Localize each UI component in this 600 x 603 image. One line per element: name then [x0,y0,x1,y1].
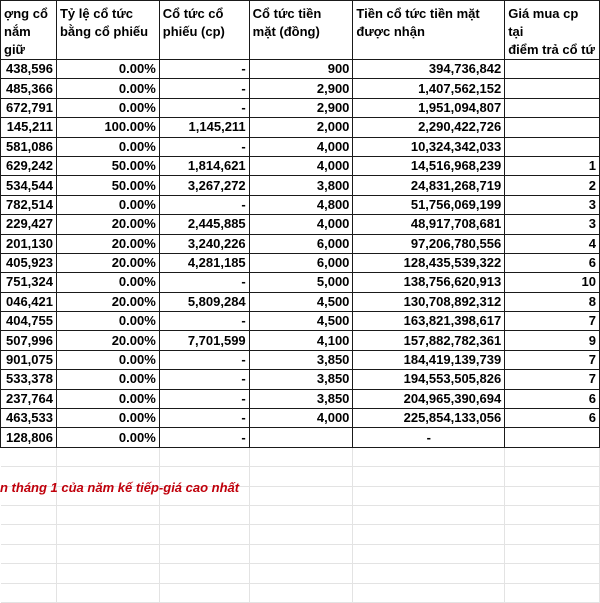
cell-shares-held[interactable]: 485,366 [1,79,57,98]
empty-cell[interactable] [505,505,600,524]
cell-cash-received[interactable]: 163,821,398,617 [353,312,505,331]
empty-cell[interactable] [249,564,353,583]
cell-shares-held[interactable]: 533,378 [1,370,57,389]
cell-stock-dividend-rate[interactable]: 0.00% [56,273,159,292]
empty-cell[interactable] [1,447,57,466]
cell-shares-held[interactable]: 405,923 [1,253,57,272]
cell-cash-received[interactable]: 138,756,620,913 [353,273,505,292]
empty-cell[interactable] [353,525,505,544]
empty-cell[interactable] [505,486,600,505]
table-row [1,234,600,253]
cell-stock-dividend-rate[interactable]: 100.00% [56,118,159,137]
cell-stock-dividend-rate[interactable]: 0.00% [56,350,159,369]
cell-cash-dividend[interactable]: 2,900 [249,98,353,117]
cell-shares-held[interactable]: 534,544 [1,176,57,195]
table-row [1,273,600,292]
cell-cash-received[interactable]: 130,708,892,312 [353,292,505,311]
cell-purchase-price[interactable]: 7 [505,312,600,331]
cell-cash-dividend[interactable] [249,428,353,447]
cell-purchase-price[interactable]: 7 [505,370,600,389]
empty-cell[interactable] [505,564,600,583]
cell-shares-held[interactable]: 229,427 [1,215,57,234]
cell-purchase-price[interactable]: 6 [505,409,600,428]
cell-cash-dividend[interactable]: 3,850 [249,350,353,369]
table-row [1,195,600,214]
cell-stock-dividend-shares[interactable]: - [159,370,249,389]
cell-shares-held[interactable]: 404,755 [1,312,57,331]
empty-cell[interactable] [249,525,353,544]
cell-stock-dividend-shares[interactable]: - [159,350,249,369]
cell-purchase-price[interactable] [505,118,600,137]
empty-cell[interactable] [353,486,505,505]
cell-shares-held[interactable]: 145,211 [1,118,57,137]
cell-cash-received[interactable]: - [353,428,505,447]
cell-cash-received[interactable]: 204,965,390,694 [353,389,505,408]
cell-purchase-price[interactable]: 3 [505,215,600,234]
cell-stock-dividend-rate[interactable]: 0.00% [56,98,159,117]
empty-cell[interactable] [56,564,159,583]
cell-stock-dividend-rate[interactable]: 0.00% [56,79,159,98]
cell-cash-received[interactable]: 2,290,422,726 [353,118,505,137]
cell-cash-dividend[interactable]: 4,000 [249,215,353,234]
cell-cash-dividend[interactable]: 4,800 [249,195,353,214]
empty-cell[interactable] [505,544,600,563]
empty-cell[interactable] [159,564,249,583]
table-row [1,370,600,389]
cell-purchase-price[interactable]: 3 [505,195,600,214]
cell-stock-dividend-shares[interactable]: 5,809,284 [159,292,249,311]
empty-grid-row [1,505,600,524]
header-cash-dividend[interactable]: Cổ tức tiền mặt (đồng) [249,1,353,60]
cell-stock-dividend-shares[interactable]: 3,240,226 [159,234,249,253]
empty-cell[interactable] [505,447,600,466]
cell-cash-received[interactable]: 14,516,968,239 [353,156,505,175]
cell-shares-held[interactable]: 201,130 [1,234,57,253]
table-row [1,118,600,137]
empty-cell[interactable] [159,447,249,466]
empty-grid-row [1,564,600,583]
cell-cash-dividend[interactable]: 5,000 [249,273,353,292]
cell-cash-dividend[interactable]: 6,000 [249,234,353,253]
cell-shares-held[interactable]: 046,421 [1,292,57,311]
cell-cash-dividend[interactable]: 3,850 [249,389,353,408]
cell-shares-held[interactable]: 672,791 [1,98,57,117]
cell-cash-received[interactable]: 184,419,139,739 [353,350,505,369]
cell-shares-held[interactable]: 438,596 [1,60,57,79]
empty-cell[interactable] [505,525,600,544]
cell-stock-dividend-shares[interactable]: - [159,79,249,98]
empty-cell[interactable] [249,486,353,505]
cell-purchase-price[interactable] [505,428,600,447]
footnote-text[interactable]: n tháng 1 của năm kế tiếp-giá cao nhất [0,480,240,495]
cell-cash-received[interactable]: 10,324,342,033 [353,137,505,156]
header-row [1,1,600,60]
cell-stock-dividend-rate[interactable]: 0.00% [56,370,159,389]
empty-cell[interactable] [505,467,600,486]
table-row [1,79,600,98]
cell-stock-dividend-shares[interactable]: 1,814,621 [159,156,249,175]
cell-cash-dividend[interactable]: 6,000 [249,253,353,272]
header-stock-dividend-shares[interactable]: Cổ tức cổ phiếu (cp) [159,1,249,60]
cell-cash-received[interactable]: 24,831,268,719 [353,176,505,195]
table-row [1,156,600,175]
cell-shares-held[interactable]: 128,806 [1,428,57,447]
cell-purchase-price[interactable] [505,137,600,156]
table-row [1,98,600,117]
cell-cash-received[interactable]: 225,854,133,056 [353,409,505,428]
cell-stock-dividend-rate[interactable]: 20.00% [56,234,159,253]
empty-cell[interactable] [56,505,159,524]
empty-cell[interactable] [1,505,57,524]
cell-purchase-price[interactable]: 6 [505,253,600,272]
table-row [1,409,600,428]
cell-cash-dividend[interactable]: 4,000 [249,156,353,175]
cell-stock-dividend-rate[interactable]: 0.00% [56,409,159,428]
cell-stock-dividend-rate[interactable]: 0.00% [56,428,159,447]
cell-stock-dividend-rate[interactable]: 20.00% [56,331,159,350]
cell-stock-dividend-rate[interactable]: 20.00% [56,253,159,272]
cell-cash-received[interactable]: 48,917,708,681 [353,215,505,234]
table-row [1,350,600,369]
cell-cash-dividend[interactable]: 2,900 [249,79,353,98]
cell-cash-dividend[interactable]: 900 [249,60,353,79]
cell-stock-dividend-shares[interactable]: - [159,312,249,331]
table-row [1,292,600,311]
cell-purchase-price[interactable]: 1 [505,156,600,175]
cell-stock-dividend-shares[interactable]: 7,701,599 [159,331,249,350]
empty-grid-row [1,525,600,544]
cell-cash-received[interactable]: 97,206,780,556 [353,234,505,253]
empty-cell[interactable] [159,525,249,544]
empty-cell[interactable] [249,505,353,524]
empty-cell[interactable] [249,544,353,563]
empty-cell[interactable] [159,505,249,524]
empty-cell[interactable] [353,505,505,524]
empty-cell[interactable] [1,525,57,544]
empty-cell[interactable] [353,467,505,486]
cell-cash-received[interactable]: 394,736,842 [353,60,505,79]
cell-purchase-price[interactable]: 4 [505,234,600,253]
table-row [1,253,600,272]
cell-stock-dividend-rate[interactable]: 20.00% [56,215,159,234]
cell-shares-held[interactable]: 782,514 [1,195,57,214]
table-row [1,312,600,331]
cell-stock-dividend-rate[interactable]: 20.00% [56,292,159,311]
cell-stock-dividend-shares[interactable]: 4,281,185 [159,253,249,272]
empty-cell[interactable] [56,447,159,466]
cell-stock-dividend-shares[interactable]: - [159,428,249,447]
cell-purchase-price[interactable]: 2 [505,176,600,195]
cell-stock-dividend-shares[interactable]: - [159,60,249,79]
cell-purchase-price[interactable] [505,98,600,117]
empty-cell[interactable] [249,447,353,466]
cell-shares-held[interactable]: 629,242 [1,156,57,175]
cell-stock-dividend-rate[interactable]: 50.00% [56,156,159,175]
cell-cash-dividend[interactable]: 3,850 [249,370,353,389]
cell-stock-dividend-shares[interactable]: 1,145,211 [159,118,249,137]
table-row [1,389,600,408]
cell-shares-held[interactable]: 581,086 [1,137,57,156]
table-row [1,176,600,195]
header-purchase-price[interactable]: Giá mua cp tại điểm trả cổ tứ [505,1,600,60]
cell-cash-dividend[interactable]: 4,500 [249,312,353,331]
empty-cell[interactable] [1,544,57,563]
cell-cash-received[interactable]: 1,407,562,152 [353,79,505,98]
cell-stock-dividend-rate[interactable]: 50.00% [56,176,159,195]
empty-grid-row [1,447,600,466]
cell-purchase-price[interactable]: 7 [505,350,600,369]
table-row [1,60,600,79]
empty-cell[interactable] [353,544,505,563]
cell-shares-held[interactable]: 751,324 [1,273,57,292]
cell-cash-dividend[interactable]: 4,000 [249,409,353,428]
empty-cell[interactable] [56,544,159,563]
cell-cash-received[interactable]: 51,756,069,199 [353,195,505,214]
cell-stock-dividend-shares[interactable]: - [159,273,249,292]
cell-cash-received[interactable]: 1,951,094,807 [353,98,505,117]
cell-stock-dividend-shares[interactable]: - [159,137,249,156]
empty-cell[interactable] [353,447,505,466]
cell-stock-dividend-shares[interactable]: - [159,389,249,408]
cell-stock-dividend-rate[interactable]: 0.00% [56,60,159,79]
empty-cell[interactable] [159,544,249,563]
cell-stock-dividend-rate[interactable]: 0.00% [56,312,159,331]
cell-stock-dividend-rate[interactable]: 0.00% [56,389,159,408]
cell-purchase-price[interactable] [505,79,600,98]
cell-stock-dividend-shares[interactable]: - [159,409,249,428]
cell-purchase-price[interactable]: 10 [505,273,600,292]
cell-shares-held[interactable]: 901,075 [1,350,57,369]
cell-shares-held[interactable]: 463,533 [1,409,57,428]
empty-grid-row [1,544,600,563]
cell-purchase-price[interactable] [505,60,600,79]
empty-cell[interactable] [56,525,159,544]
cell-purchase-price[interactable]: 6 [505,389,600,408]
cell-stock-dividend-shares[interactable]: 3,267,272 [159,176,249,195]
cell-cash-received[interactable]: 194,553,505,826 [353,370,505,389]
cell-cash-dividend[interactable]: 4,500 [249,292,353,311]
cell-cash-received[interactable]: 157,882,782,361 [353,331,505,350]
empty-cell[interactable] [353,564,505,583]
cell-stock-dividend-shares[interactable]: - [159,195,249,214]
header-shares-held[interactable]: ợng cổ nắm giữ [1,1,57,60]
empty-cell[interactable] [1,564,57,583]
cell-cash-dividend[interactable]: 3,800 [249,176,353,195]
cell-stock-dividend-shares[interactable]: 2,445,885 [159,215,249,234]
cell-stock-dividend-rate[interactable]: 0.00% [56,137,159,156]
cell-purchase-price[interactable]: 8 [505,292,600,311]
empty-cell[interactable] [249,467,353,486]
cell-cash-dividend[interactable]: 4,100 [249,331,353,350]
cell-cash-dividend[interactable]: 2,000 [249,118,353,137]
cell-stock-dividend-shares[interactable]: - [159,98,249,117]
table-body [1,60,600,603]
table-row [1,331,600,350]
cell-shares-held[interactable]: 507,996 [1,331,57,350]
cell-purchase-price[interactable]: 9 [505,331,600,350]
table-row [1,428,600,447]
table-row [1,215,600,234]
cell-cash-dividend[interactable]: 4,000 [249,137,353,156]
cell-stock-dividend-rate[interactable]: 0.00% [56,195,159,214]
cell-cash-received[interactable]: 128,435,539,322 [353,253,505,272]
table-row [1,137,600,156]
cell-shares-held[interactable]: 237,764 [1,389,57,408]
header-cash-received[interactable]: Tiền cổ tức tiền mặt được nhận [353,1,505,60]
header-stock-dividend-rate[interactable]: Tỷ lệ cổ tức bằng cổ phiếu [56,1,159,60]
